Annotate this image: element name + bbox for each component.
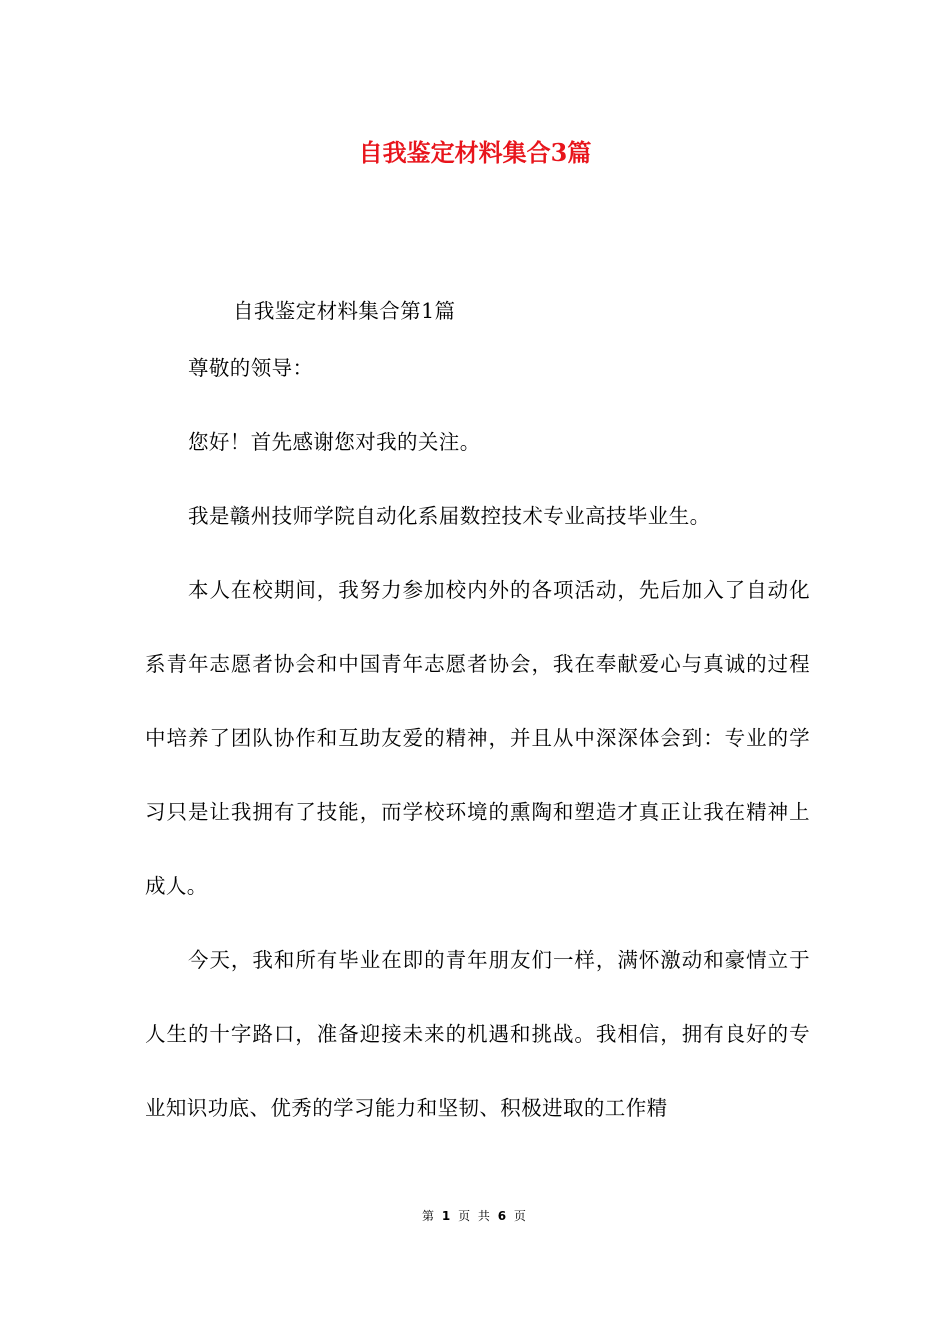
footer-prefix: 第 — [422, 1209, 437, 1223]
page-footer — [0, 1206, 950, 1226]
footer-middle: 页 共 — [458, 1209, 492, 1223]
school-activities-paragraph: 本人在校期间，我努力参加校内外的各项活动，先后加入了自动化系青年志愿者协会和中国青年志愿者协会，我在奉献爱心与真诚的过程中培养了团队协作和互助友爱的精神，并且从中深深体会到：专业的学习只是让我拥有了技能，而学校环境的熏陶和塑造才真正让我在精神上成人。 — [145, 578, 810, 898]
footer-suffix: 页 — [513, 1209, 528, 1223]
greeting-paragraph: 您好！首先感谢您对我的关注。 — [188, 430, 481, 454]
section-heading: 自我鉴定材料集合第1篇 — [233, 299, 456, 323]
document-title: 自我鉴定材料集合3篇 — [358, 138, 592, 167]
footer-total-pages: 6 — [497, 1209, 509, 1223]
footer-current-page: 1 — [441, 1209, 453, 1223]
salutation-paragraph: 尊敬的领导： — [188, 356, 314, 380]
future-paragraph: 今天，我和所有毕业在即的青年朋友们一样，满怀激动和豪情立于人生的十字路口，准备迎接未来的机遇和挑战。我相信，拥有良好的专业知识功底、优秀的学习能力和坚韧、积极进取的工作精 — [145, 948, 810, 1120]
intro-paragraph: 我是赣州技师学院自动化系届数控技术专业高技毕业生。 — [188, 504, 711, 528]
